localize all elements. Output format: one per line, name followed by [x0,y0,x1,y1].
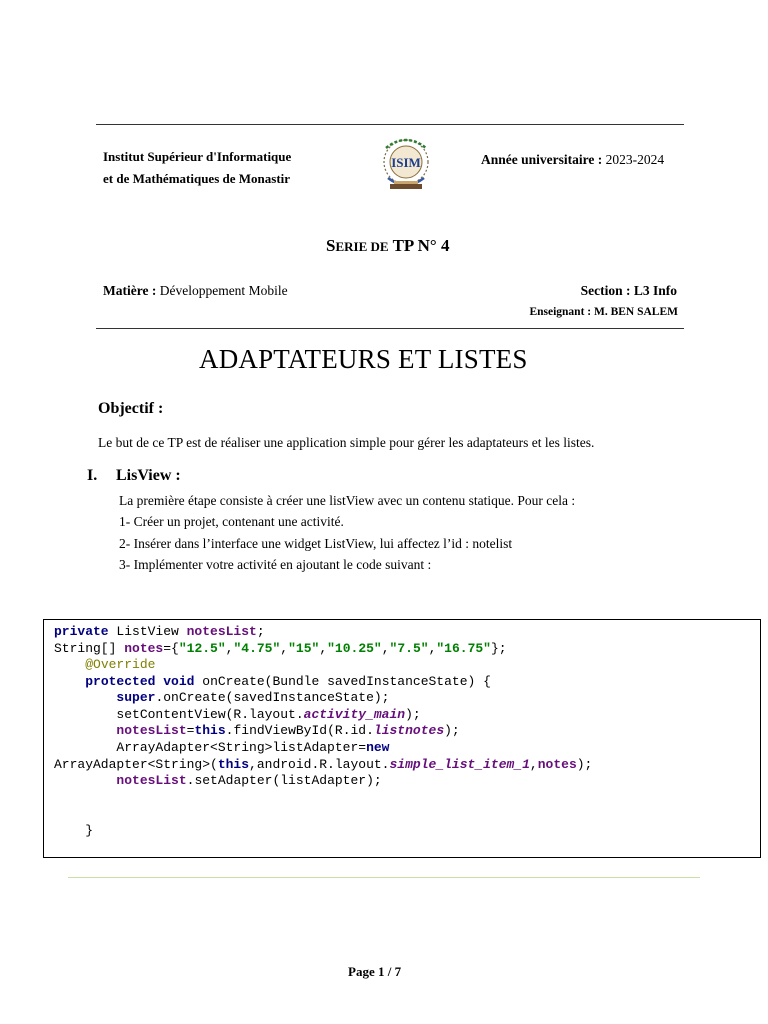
code-token: activity_main [303,707,406,722]
code-token: .findViewById(R.id. [225,723,374,738]
section-number: I. [87,467,98,484]
code-line-11 [54,823,93,839]
code-token: simple_list_item_1 [389,757,530,772]
main-title: ADAPTATEURS ET LISTES [199,344,528,374]
code-token: void [163,674,195,689]
code-token: ={ [163,641,179,656]
code-token: , [529,757,538,772]
code-token: } [54,823,94,838]
code-line-5 [54,690,389,706]
code-token: ArrayAdapter<String>listAdapter= [54,740,367,755]
code-line-2 [54,641,507,657]
code-token: "4.75" [233,641,281,656]
footer-rule [68,877,700,878]
code-line-8 [54,740,389,756]
top-rule [96,124,684,125]
code-token: new [366,740,390,755]
code-token: notes [124,641,164,656]
code-token: , [319,641,328,656]
header-bottom-rule [96,328,684,329]
academic-year-label: Année universitaire : [481,152,603,167]
code-line-4 [54,674,491,690]
code-token: notesList [116,723,187,738]
code-token: super [116,690,156,705]
code-line-3 [54,657,155,673]
code-token: "15" [288,641,320,656]
section-intro: La première étape consiste à créer une listView avec un contenu statique. Pour cela : [119,493,576,508]
code-token [54,674,85,689]
code-token: ,android.R.layout. [249,757,390,772]
code-token [54,657,85,672]
code-token: notesList [186,624,257,639]
code-token: this [194,723,226,738]
step-3: 3- Implémenter votre activité en ajoutant le code suivant : [119,557,432,572]
code-token: String[] [54,641,125,656]
code-token: ; [256,624,265,639]
code-token: ); [405,707,421,722]
code-token: , [381,641,390,656]
code-token: setContentView(R.layout. [54,707,304,722]
objective-text: Le but de ce TP est de réaliser une application simple pour gérer les adaptateurs et les listes. [98,435,595,450]
code-token: "7.5" [389,641,429,656]
serie-title [326,236,449,256]
code-token: ); [444,723,460,738]
code-token: "12.5" [178,641,226,656]
code-line-7 [54,723,460,739]
page-number: Page 1 / 7 [348,964,402,979]
code-token: .setAdapter(listAdapter); [186,773,382,788]
code-token: = [186,723,195,738]
academic-year [481,152,664,168]
code-token: notes [537,757,577,772]
code-token: this [217,757,250,772]
section-heading: LisView : [116,467,181,484]
code-token: notesList [116,773,187,788]
code-line-1 [54,624,265,640]
code-line-6 [54,707,421,723]
serie-title-rest: ERIE DE [335,239,389,254]
code-token: @Override [85,657,156,672]
subject-value: Développement Mobile [159,283,288,298]
institute-name [103,146,291,190]
subject [103,283,288,299]
serie-title-initial: S [326,236,336,255]
code-token: , [280,641,289,656]
code-token: , [428,641,437,656]
code-token: ArrayAdapter<String>( [54,757,218,772]
code-token: onCreate(Bundle savedInstanceState) { [194,674,491,689]
code-line-9 [54,757,592,773]
code-token: protected [85,674,156,689]
code-token: }; [490,641,507,656]
institute-line-1: Institut Supérieur d'Informatique [103,149,292,164]
code-token [54,723,116,738]
academic-year-value: 2023-2024 [605,152,665,167]
code-token: private [54,624,109,639]
code-line-10 [54,773,382,789]
subject-label: Matière : [103,283,157,298]
section-info: Section : L3 Info [580,283,677,298]
step-2: 2- Insérer dans l’interface une widget ListView, lui affectez l’id : notelist [119,536,513,551]
isim-logo [376,134,436,196]
step-1: 1- Créer un projet, contenant une activité. [119,514,344,529]
teacher-info: Enseignant : M. BEN SALEM [529,306,678,318]
institute-line-2: et de Mathématiques de Monastir [103,171,291,186]
code-token: "16.75" [436,641,491,656]
code-block [43,619,761,858]
objective-heading: Objectif : [98,400,164,417]
serie-title-number: TP N° 4 [392,236,450,255]
code-token [54,690,116,705]
code-token: listnotes [373,723,445,738]
logo-text: ISIM [391,155,421,170]
code-token: "10.25" [327,641,382,656]
code-token: , [225,641,234,656]
code-token [54,773,116,788]
code-token: ); [576,757,593,772]
code-token: ListView [108,624,187,639]
code-token: .onCreate(savedInstanceState); [155,690,390,705]
